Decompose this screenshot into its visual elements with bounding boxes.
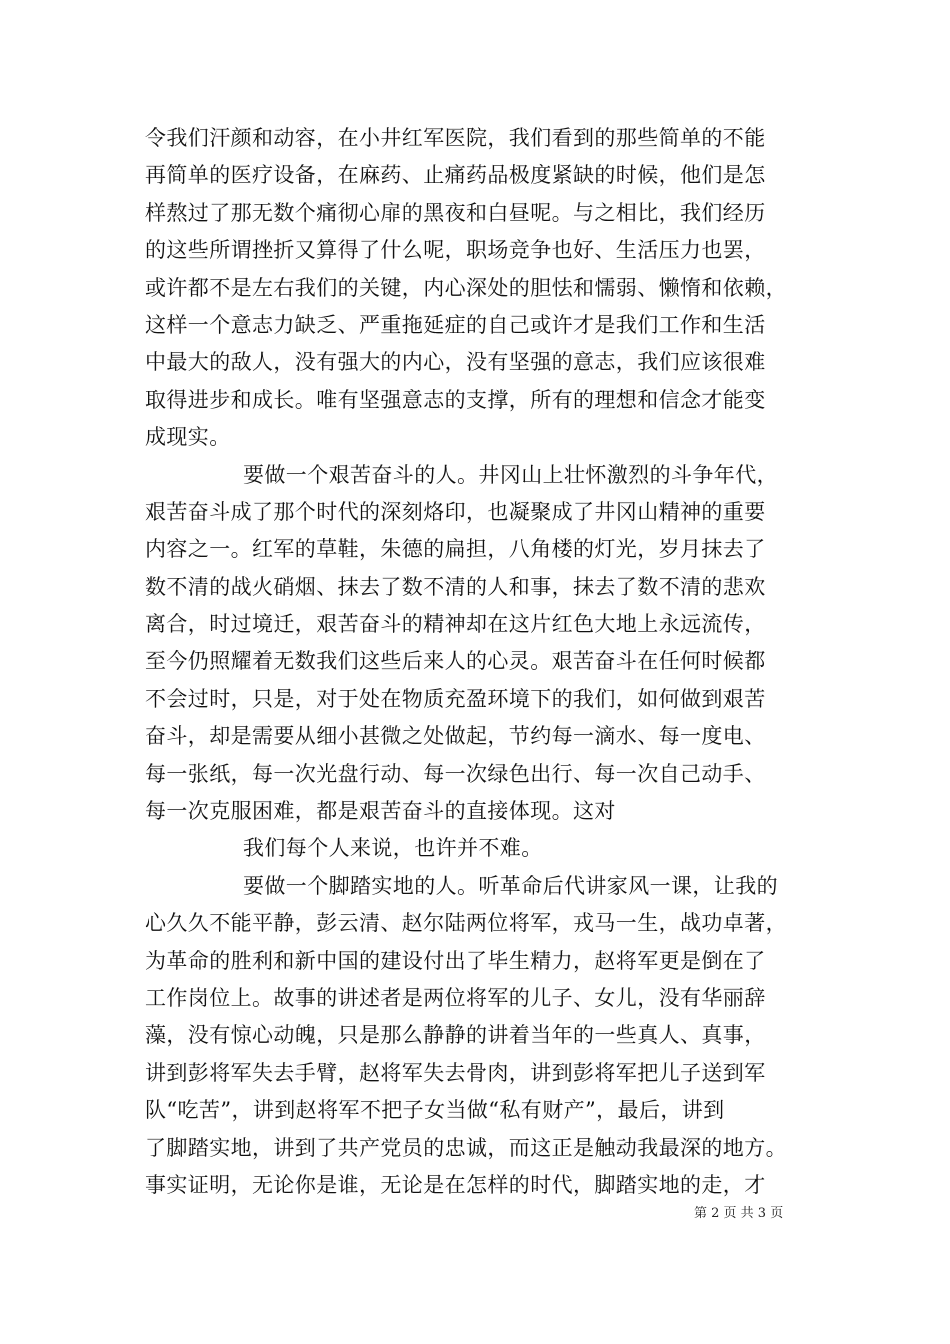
text-line: 为革命的胜利和新中国的建设付出了毕生精力，赵将军更是倒在了: [145, 948, 766, 973]
text-line: 每一次克服困难，都是艰苦奋斗的直接体现。这对: [145, 799, 616, 824]
text-line: 令我们汗颜和动容，在小井红军医院，我们看到的那些简单的不能: [145, 126, 766, 150]
text-line: 队“吃苦”，讲到赵将军不把子女当做“私有财产”，最后，讲到: [145, 1098, 725, 1123]
text-line: 要做一个脚踏实地的人。听革命后代讲家风一课，让我的: [243, 873, 778, 898]
text-line: 工作岗位上。故事的讲述者是两位将军的儿子、女儿，没有华丽辞: [145, 985, 766, 1010]
page-number-footer: 第 2 页 共 3 页: [694, 1206, 784, 1221]
text-line: 中最大的敌人，没有强大的内心，没有坚强的意志，我们应该很难: [145, 350, 766, 375]
text-line: 离合，时过境迁，艰苦奋斗的精神却在这片红色大地上永远流传，: [145, 612, 766, 637]
text-line: 再简单的医疗设备，在麻药、止痛药品极度紧缺的时候，他们是怎: [145, 163, 766, 188]
text-line: 奋斗，却是需要从细小甚微之处做起，节约每一滴水、每一度电、: [145, 724, 766, 749]
text-line: 样熬过了那无数个痛彻心扉的黑夜和白昼呢。与之相比，我们经历: [145, 200, 766, 225]
text-line: 事实证明，无论你是谁，无论是在怎样的时代，脚踏实地的走，才: [145, 1172, 766, 1197]
document-body: [145, 120, 815, 1204]
text-line: 了脚踏实地，讲到了共产党员的忠诚，而这正是触动我最深的地方。: [145, 1135, 787, 1160]
text-line: 成现实。: [145, 425, 231, 450]
text-line: 这样一个意志力缺乏、严重拖延症的自己或许才是我们工作和生活: [145, 312, 766, 337]
text-line: 至今仍照耀着无数我们这些后来人的心灵。艰苦奋斗在任何时候都: [145, 649, 766, 674]
text-line: 或许都不是左右我们的关键，内心深处的胆怯和懦弱、懒惰和依赖，: [145, 275, 787, 300]
text-line: 数不清的战火硝烟、抹去了数不清的人和事，抹去了数不清的悲欢: [145, 574, 766, 599]
text-line: 每一张纸，每一次光盘行动、每一次绿色出行、每一次自己动手、: [145, 761, 766, 786]
text-line: 的这些所谓挫折又算得了什么呢，职场竞争也好、生活压力也罢，: [145, 238, 766, 263]
text-line: 讲到彭将军失去手臂，赵将军失去骨肉，讲到彭将军把儿子送到军: [145, 1060, 766, 1085]
text-line: 要做一个艰苦奋斗的人。井冈山上壮怀激烈的斗争年代，: [243, 462, 778, 487]
text-line: 艰苦奋斗成了那个时代的深刻烙印，也凝聚成了井冈山精神的重要: [145, 499, 766, 524]
text-line: 取得进步和成长。唯有坚强意志的支撑，所有的理想和信念才能变: [145, 387, 766, 412]
text-line: 藻，没有惊心动魄，只是那么静静的讲着当年的一些真人、真事，: [145, 1023, 766, 1048]
text-line: 心久久不能平静，彭云清、赵尔陆两位将军，戎马一生，战功卓著，: [145, 911, 787, 936]
text-line: 我们每个人来说，也许并不难。: [243, 836, 543, 861]
text-line: 内容之一。红军的草鞋，朱德的扁担，八角楼的灯光，岁月抹去了: [145, 537, 766, 562]
text-line: 不会过时，只是，对于处在物质充盈环境下的我们，如何做到艰苦: [145, 686, 766, 711]
